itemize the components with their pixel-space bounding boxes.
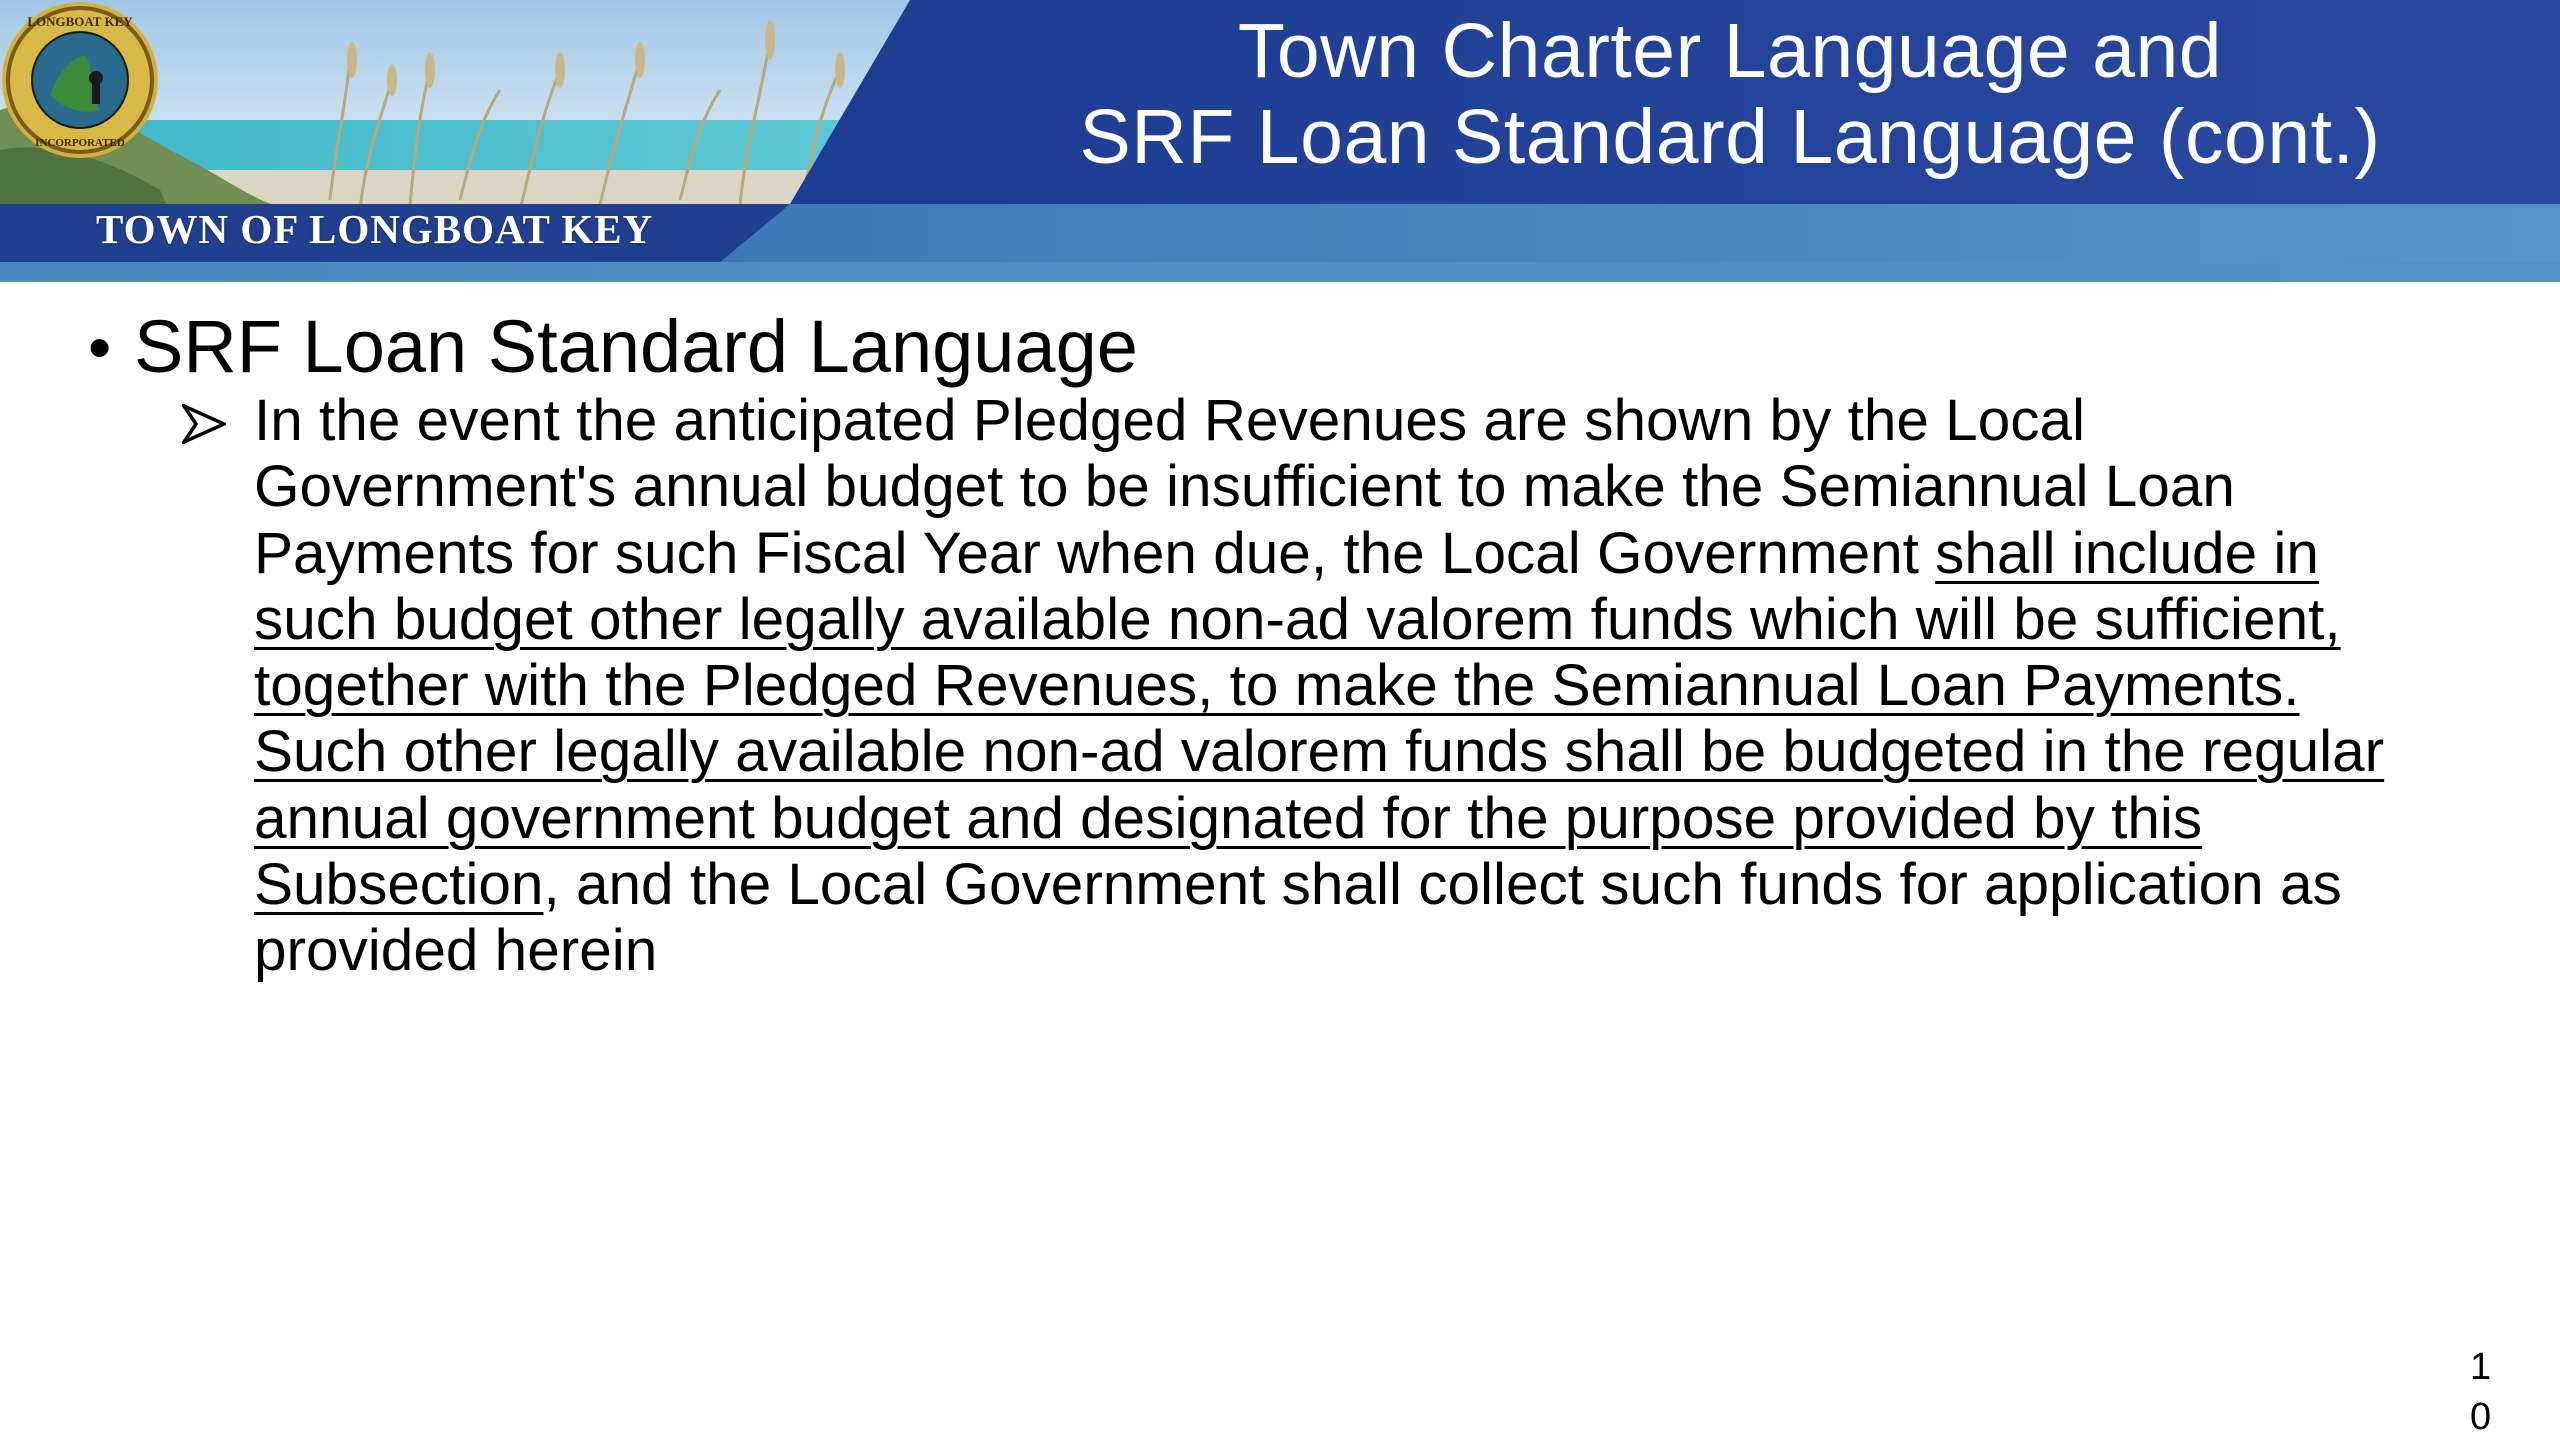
bullet-dot-icon: • xyxy=(88,310,112,384)
paragraph-line xyxy=(254,521,2560,587)
slide-title-line-2: SRF Loan Standard Language (cont.) xyxy=(1079,94,2381,180)
underlined-text: Subsection xyxy=(254,852,544,918)
sub-bullet-paragraph xyxy=(254,388,2560,985)
paragraph-text: , and the Local Government shall collect such funds for application as xyxy=(543,852,2342,918)
paragraph-line: In the event the anticipated Pledged Revenues are shown by the Local xyxy=(254,388,2086,453)
slide-title xyxy=(980,8,2480,180)
paragraph-line: provided herein xyxy=(254,918,658,984)
arrow-bullet-icon xyxy=(182,404,226,444)
svg-text:INCORPORATED: INCORPORATED xyxy=(35,137,125,149)
bullet-text: SRF Loan Standard Language xyxy=(134,305,1138,388)
town-seal-logo xyxy=(0,0,160,160)
underlined-text: shall include in xyxy=(1935,520,2319,586)
underlined-line: such budget other legally available non-ad valorem funds which will be sufficient, xyxy=(254,586,2341,652)
underlined-line: Such other legally available non-ad valorem funds shall be budgeted in the regular xyxy=(254,719,2385,785)
slide-title-line-1: Town Charter Language and xyxy=(1237,8,2223,94)
paragraph-line xyxy=(254,852,2560,918)
header-banner xyxy=(0,0,2560,282)
paragraph-line: Government's annual budget to be insufficient to make the Semiannual Loan xyxy=(254,454,2235,520)
page-number: 10 xyxy=(2470,1346,2492,1438)
underlined-line: annual government budget and designated for the purpose provided by this xyxy=(254,785,2203,851)
paragraph-text: Payments for such Fiscal Year when due, the Local Government xyxy=(254,520,1936,586)
svg-text:LONGBOAT KEY: LONGBOAT KEY xyxy=(27,14,133,29)
town-name-label: TOWN OF LONGBOAT KEY xyxy=(96,206,654,252)
underlined-line: together with the Pledged Revenues, to make the Semiannual Loan Payments. xyxy=(254,653,2300,719)
